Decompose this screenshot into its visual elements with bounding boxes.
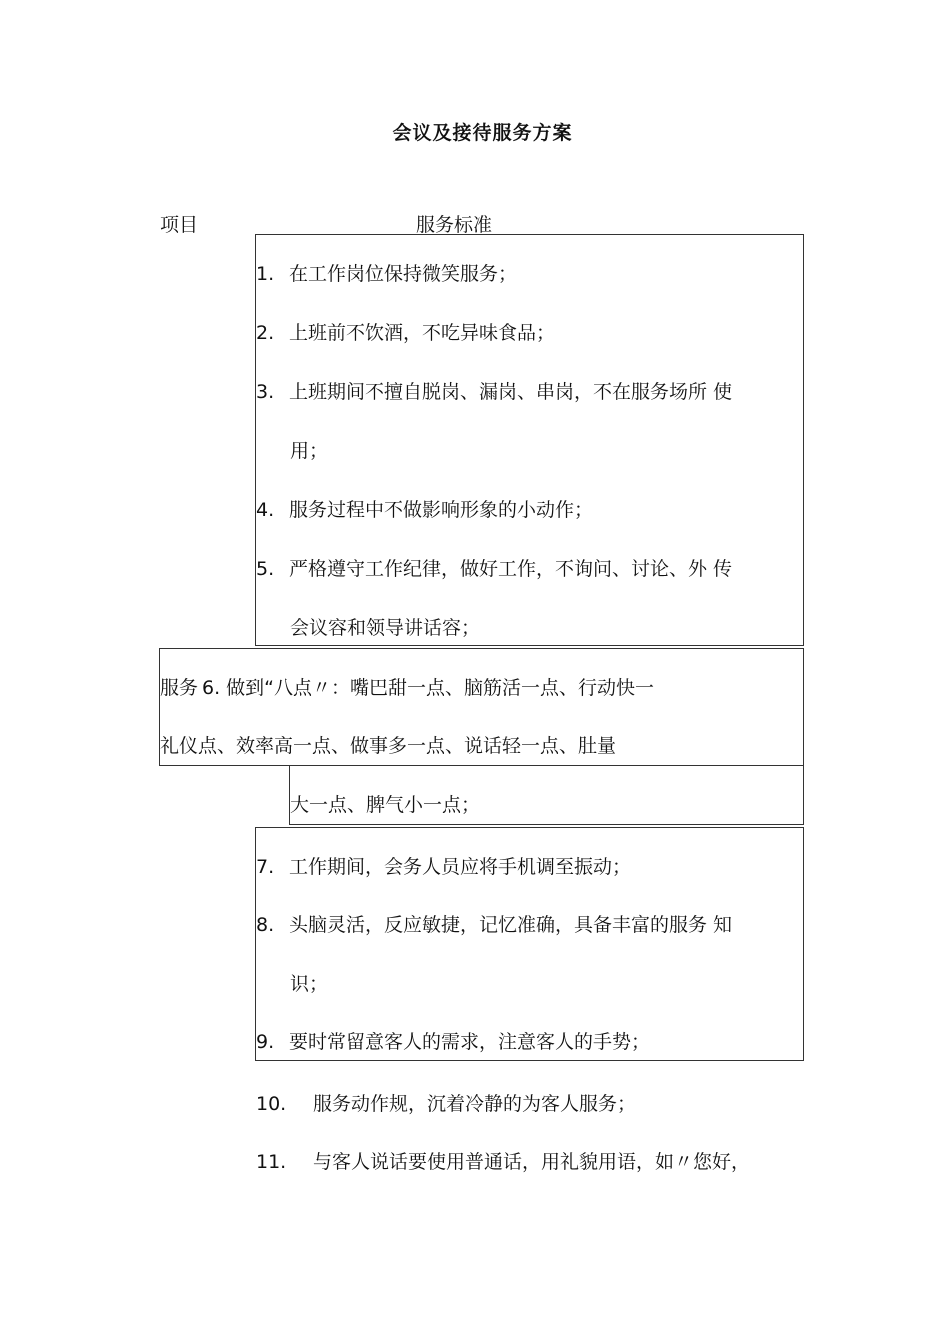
rule-text: 服务动作规，沉着冷静的为客人服务；: [313, 1093, 637, 1115]
rule-text-continuation: 用；: [290, 440, 329, 462]
rule-number: 6.: [202, 677, 221, 699]
rule-number: 2.: [256, 322, 275, 344]
rule-number: 8.: [256, 914, 275, 936]
rule-number: 7.: [256, 856, 275, 878]
rule-item: [256, 498, 593, 522]
rule-text-continuation: 礼仪点、效率高一点、做事多一点、说话轻一点、肚量: [160, 735, 617, 757]
rule-item: [256, 855, 631, 879]
rule-text: 头脑灵活，反应敏捷，记忆准确，具备丰富的服务 知: [289, 914, 733, 936]
column-header-item: 项目: [160, 214, 199, 236]
rule-item: [256, 1150, 750, 1174]
rule-text: 严格遵守工作纪律，做好工作，不询问、讨论、外 传: [289, 558, 733, 580]
rule-item: [256, 321, 555, 345]
rule-text: 上班前不饮酒，不吃异味食品；: [289, 322, 556, 344]
rule-text: 做到“八点〃：嘴巴甜一点、脑筋活一点、行动快一: [226, 677, 655, 699]
section-label: 服务: [160, 677, 199, 699]
rule-number: 9.: [256, 1031, 275, 1053]
rule-text: 工作期间，会务人员应将手机调至振动；: [289, 856, 632, 878]
rule-item: [256, 557, 732, 581]
rule-item: [256, 1030, 650, 1054]
rule-text: 在工作岗位保持微笑服务；: [289, 263, 518, 285]
rule-number: 5.: [256, 558, 275, 580]
rule-number: 1.: [256, 263, 275, 285]
table-box-rules-1-5: [255, 234, 804, 646]
rule-item: [256, 913, 732, 937]
rule-text: 要时常留意客人的需求，注意客人的手势；: [289, 1031, 651, 1053]
rule-text: 与客人说话要使用普通话，用礼貌用语，如〃您好，: [313, 1151, 751, 1173]
rule-number: 3.: [256, 381, 275, 403]
rule-item: [256, 262, 517, 286]
rule-number: 11.: [256, 1151, 287, 1173]
rule-number: 10.: [256, 1093, 287, 1115]
rule-text-continuation: 大一点、脾气小一点；: [290, 794, 481, 816]
rule-item: [160, 676, 654, 700]
column-header-standard: 服务标准: [416, 214, 493, 236]
rule-text: 上班期间不擅自脱岗、漏岗、串岗，不在服务场所 使: [289, 381, 733, 403]
rule-text: 服务过程中不做影响形象的小动作；: [289, 499, 594, 521]
rule-number: 4.: [256, 499, 275, 521]
rule-text-continuation: 识；: [290, 973, 329, 995]
page-title: 会议及接待服务方案: [392, 122, 573, 144]
rule-item: [256, 1092, 636, 1116]
rule-text-continuation: 会议容和领导讲话容；: [290, 617, 481, 639]
rule-item: [256, 380, 732, 404]
